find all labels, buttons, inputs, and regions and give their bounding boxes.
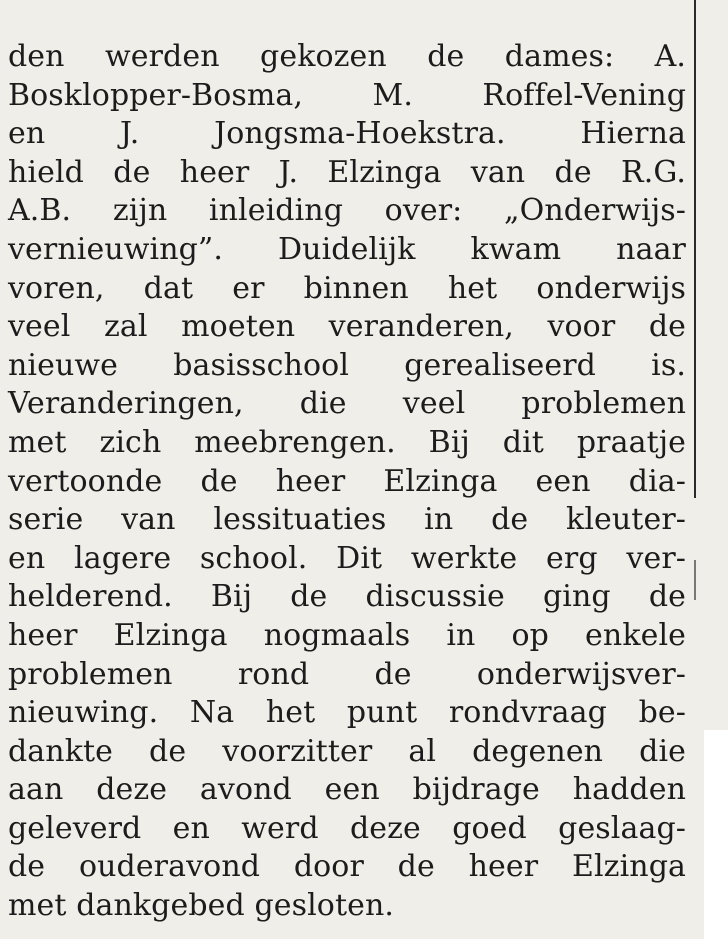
article-line: den werden gekozen de dames: A.: [8, 39, 686, 74]
article-line: en lagere school. Dit werkte erg ver-: [8, 540, 686, 576]
article-line: problemen rond de onderwijsver-: [8, 656, 686, 692]
article-line: A.B. zijn inleiding over: „Onderwijs-: [8, 193, 686, 229]
article-column: [8, 38, 686, 926]
article-line: helderend. Bij de discussie ging de: [8, 579, 686, 615]
article-line: voren, dat er binnen het onderwijs: [8, 270, 686, 306]
article-line: Bosklopper-Bosma, M. Roffel-Vening: [8, 77, 686, 113]
article-line: Veranderingen, die veel problemen: [8, 386, 686, 422]
torn-paper-edge: [704, 730, 728, 939]
article-line: geleverd en werd deze goed geslaag-: [8, 810, 686, 846]
article-line: nieuwing. Na het punt rondvraag be-: [8, 695, 686, 731]
article-line: veel zal moeten veranderen, voor de: [8, 309, 686, 345]
article-line: vertoonde de heer Elzinga een dia-: [8, 463, 686, 499]
column-rule: [694, 0, 696, 498]
article-line: nieuwe basisschool gerealiseerd is.: [8, 347, 686, 383]
article-line-last: met dankgebed gesloten.: [8, 888, 395, 924]
article-line: heer Elzinga nogmaals in op enkele: [8, 617, 686, 653]
column-rule-lower: [694, 560, 696, 600]
article-line: hield de heer J. Elzinga van de R.G.: [8, 154, 686, 190]
article-line: en J. Jongsma-Hoekstra. Hierna: [8, 116, 686, 152]
article-line: de ouderavond door de heer Elzinga: [8, 849, 686, 885]
article-line: aan deze avond een bijdrage hadden: [8, 772, 686, 808]
article-line: met zich meebrengen. Bij dit praatje: [8, 424, 686, 460]
article-line: dankte de voorzitter al degenen die: [8, 733, 686, 769]
article-line: serie van lessituaties in de kleuter-: [8, 502, 686, 538]
article-line: vernieuwing”. Duidelijk kwam naar: [8, 231, 686, 267]
